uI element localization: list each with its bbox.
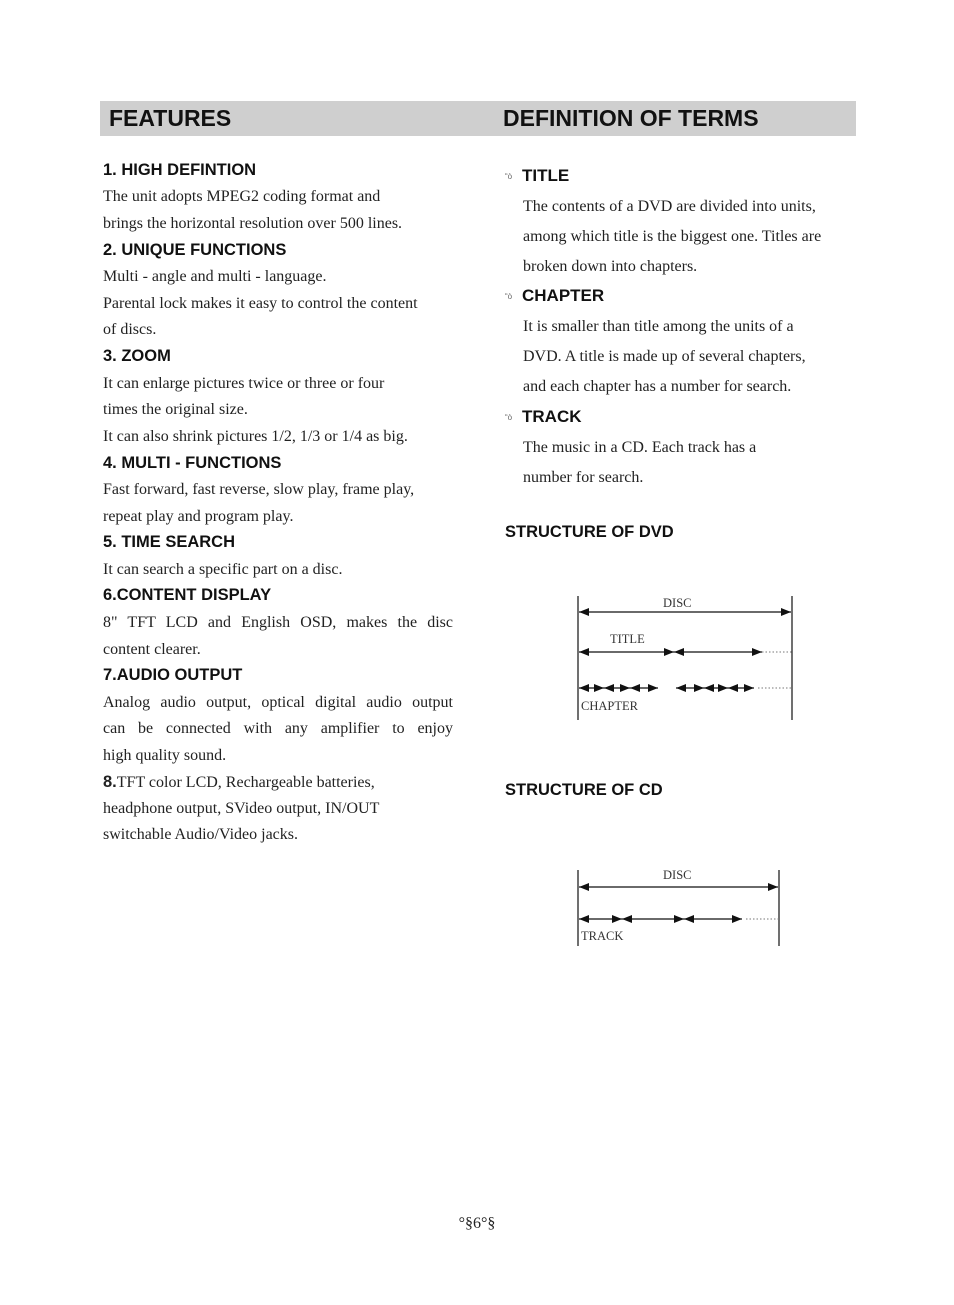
term-track-heading: TRACK — [522, 407, 582, 426]
disc-label: DISC — [663, 868, 692, 882]
bullet-icon: “ò — [505, 292, 513, 301]
feature-6-line: 8" TFT LCD and English OSD, makes the disc — [103, 614, 453, 631]
feature-7-heading: 7.AUDIO OUTPUT — [103, 666, 243, 684]
feature-2-heading: 2. UNIQUE FUNCTIONS — [103, 241, 287, 259]
dvd-structure-diagram — [570, 590, 800, 725]
feature-8-line: headphone output, SVideo output, IN/OUT — [103, 800, 380, 817]
feature-8-line — [103, 772, 375, 793]
feature-1-line: brings the horizontal resolution over 500 lines. — [103, 215, 403, 232]
term-chapter-heading: CHAPTER — [522, 286, 605, 305]
feature-7-line: high quality sound. — [103, 747, 227, 764]
feature-3-line: It can enlarge pictures twice or three or four — [103, 375, 385, 392]
term-track-line: number for search. — [523, 469, 644, 486]
feature-6-heading: 6.CONTENT DISPLAY — [103, 586, 272, 604]
feature-4-heading: 4. MULTI - FUNCTIONS — [103, 454, 282, 472]
feature-2-line: of discs. — [103, 321, 157, 338]
feature-5-line: It can search a specific part on a disc. — [103, 561, 343, 578]
bullet-icon: “ò — [505, 413, 513, 422]
term-title-line: The contents of a DVD are divided into units, — [523, 198, 816, 215]
structure-of-dvd-heading: STRUCTURE OF DVD — [505, 523, 674, 541]
feature-1-line: The unit adopts MPEG2 coding format and — [103, 188, 381, 205]
feature-2-line: Multi - angle and multi - language. — [103, 268, 327, 285]
feature-3-heading: 3. ZOOM — [103, 347, 171, 365]
term-chapter-line: and each chapter has a number for search. — [523, 378, 792, 395]
feature-7-line: can be connected with any amplifier to enjoy — [103, 720, 453, 737]
track-label: TRACK — [581, 929, 624, 943]
feature-2-line: Parental lock makes it easy to control the content — [103, 295, 418, 312]
chapter-label: CHAPTER — [581, 699, 638, 713]
cd-structure-diagram — [570, 862, 785, 952]
feature-8-line: switchable Audio/Video jacks. — [103, 826, 298, 843]
feature-8-text: TFT color LCD, Rechargeable batteries, — [116, 774, 375, 791]
term-title-line: among which title is the biggest one. Titles are — [523, 228, 822, 245]
feature-7-line: Analog audio output, optical digital audio output — [103, 694, 453, 711]
disc-label: DISC — [663, 596, 692, 610]
feature-3-line: times the original size. — [103, 401, 248, 418]
term-title-line: broken down into chapters. — [523, 258, 698, 275]
structure-of-cd-heading: STRUCTURE OF CD — [505, 781, 663, 799]
title-label: TITLE — [610, 632, 645, 646]
page-number: °§6°§ — [458, 1215, 496, 1232]
definition-of-terms-title: DEFINITION OF TERMS — [503, 105, 759, 131]
feature-6-line: content clearer. — [103, 641, 201, 658]
feature-1-heading: 1. HIGH DEFINTION — [103, 161, 257, 179]
term-title-heading: TITLE — [522, 166, 570, 185]
feature-4-line: Fast forward, fast reverse, slow play, frame play, — [103, 481, 415, 498]
term-track-line: The music in a CD. Each track has a — [523, 439, 757, 456]
feature-3-line: It can also shrink pictures 1/2, 1/3 or 1/4 as big. — [103, 428, 408, 445]
feature-5-heading: 5. TIME SEARCH — [103, 533, 236, 551]
feature-8-number: 8. — [103, 773, 117, 791]
feature-4-line: repeat play and program play. — [103, 508, 294, 525]
bullet-icon: “ò — [505, 172, 513, 181]
term-chapter-line: It is smaller than title among the units of a — [523, 318, 794, 335]
features-title: FEATURES — [109, 105, 232, 131]
term-chapter-line: DVD. A title is made up of several chapters, — [523, 348, 806, 365]
